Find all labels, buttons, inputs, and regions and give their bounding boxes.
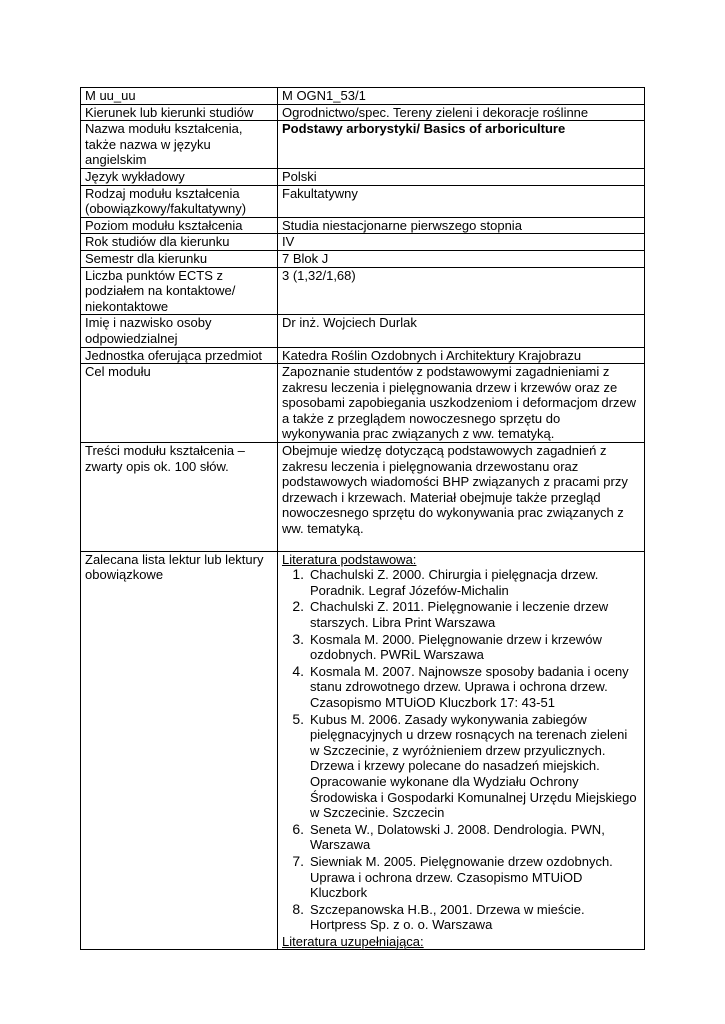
table-row bbox=[81, 250, 645, 267]
item-text: Szczepanowska H.B., 2001. Drzewa w mieście. Hortpress Sp. z o. o. Warszawa bbox=[310, 901, 585, 933]
item-text: Kosmala M. 2007. Najnowsze sposoby badania i oceny stanu zdrowotnego drzew. Uprawa i ochrona drzew. Czasopismo MTUiOD Kluczbork 17: 43-51 bbox=[310, 663, 629, 710]
row-label: Treści modułu kształcenia – zwarty opis ok. 100 słów. bbox=[81, 443, 278, 552]
item-text: Siewniak M. 2005. Pielęgnowanie drzew ozdobnych. Uprawa i ochrona drzew. Czasopismo MTUiOD Kluczbork bbox=[310, 853, 613, 901]
literature-list bbox=[282, 567, 639, 933]
list-item bbox=[292, 662, 639, 711]
table-row bbox=[81, 217, 645, 234]
item-number: 4. bbox=[292, 662, 304, 679]
list-item bbox=[292, 566, 639, 598]
module-goal: Zapoznanie studentów z podstawowymi zagadnieniami z zakresu leczenia i pielęgnowania drzew i krzewów oraz ze sposobami zapobiegania uszkodzeniom i deformacjom drzew a także z przeglądem nowoczesnego sprzętu do wykonywania prac związanych z ww. tematyką. bbox=[278, 364, 645, 443]
item-text: Kosmala M. 2000. Pielęgnowanie drzew i krzewów ozdobnych. PWRiL Warszawa bbox=[310, 631, 602, 663]
basic-literature-heading: Literatura podstawowa: bbox=[282, 551, 417, 567]
module-code: M OGN1_53/1 bbox=[278, 88, 645, 105]
offering-unit: Katedra Roślin Ozdobnych i Architektury Krajobrazu bbox=[278, 347, 645, 364]
row-label: Cel modułu bbox=[81, 364, 278, 443]
item-number: 6. bbox=[292, 820, 304, 837]
ects-points: 3 (1,32/1,68) bbox=[278, 267, 645, 315]
module-table bbox=[80, 87, 645, 950]
item-number: 7. bbox=[292, 852, 304, 869]
supplementary-literature-heading: Literatura uzupełniająca: bbox=[282, 933, 424, 949]
list-item bbox=[292, 710, 639, 821]
table-row bbox=[81, 88, 645, 105]
item-text: Chachulski Z. 2011. Pielęgnowanie i leczenie drzew starszych. Libra Print Warszawa bbox=[310, 599, 609, 630]
item-number: 5. bbox=[292, 710, 304, 727]
field-of-study: Ogrodnictwo/spec. Tereny zieleni i dekoracje roślinne bbox=[278, 104, 645, 121]
row-label: Język wykładowy bbox=[81, 168, 278, 185]
module-type: Fakultatywny bbox=[278, 185, 645, 217]
row-label: Nazwa modułu kształcenia, także nazwa w języku angielskim bbox=[81, 121, 278, 169]
table-row bbox=[81, 168, 645, 185]
row-label: Imię i nazwisko osoby odpowiedzialnej bbox=[81, 315, 278, 347]
list-item bbox=[292, 852, 639, 901]
list-item bbox=[292, 630, 639, 663]
study-year: IV bbox=[278, 234, 645, 251]
item-number: 2. bbox=[292, 598, 304, 615]
module-name: Podstawy arborystyki/ Basics of arboriculture bbox=[278, 121, 645, 169]
table-row bbox=[81, 364, 645, 443]
row-label: Zalecana lista lektur lub lektury obowiązkowe bbox=[81, 551, 278, 950]
table-row bbox=[81, 185, 645, 217]
list-item bbox=[292, 820, 639, 853]
item-text: Seneta W., Dolatowski J. 2008. Dendrologia. PWN, Warszawa bbox=[310, 821, 605, 853]
item-number: 1. bbox=[292, 566, 304, 583]
literature-cell bbox=[278, 551, 645, 950]
table-row bbox=[81, 551, 645, 950]
row-label: Jednostka oferująca przedmiot bbox=[81, 347, 278, 364]
semester: 7 Blok J bbox=[278, 250, 645, 267]
row-label: Poziom modułu kształcenia bbox=[81, 217, 278, 234]
row-label: M uu_uu bbox=[81, 88, 278, 105]
row-label: Semestr dla kierunku bbox=[81, 250, 278, 267]
table-row bbox=[81, 234, 645, 251]
item-text: Kubus M. 2006. Zasady wykonywania zabiegów pielęgnacyjnych u drzew rosnących na terenach zieleni w Szczecinie, z wyróżnieniem drzew przyulicznych. Drzewa i krzewy polecane do nasadzeń miejskich. Opracowanie wykonane dla Wydziału Ochrony Środowiska i Gospodarki Komunalnej Urzędu Miejskiego w Szczecinie. Szczecin bbox=[310, 711, 637, 821]
list-item bbox=[292, 900, 639, 933]
language: Polski bbox=[278, 168, 645, 185]
row-label: Liczba punktów ECTS z podziałem na kontaktowe/ niekontaktowe bbox=[81, 267, 278, 315]
item-number: 8. bbox=[292, 900, 304, 917]
list-item bbox=[292, 598, 639, 630]
row-label: Kierunek lub kierunki studiów bbox=[81, 104, 278, 121]
table-row bbox=[81, 267, 645, 315]
table-row bbox=[81, 443, 645, 552]
row-label: Rok studiów dla kierunku bbox=[81, 234, 278, 251]
row-label: Rodzaj modułu kształcenia (obowiązkowy/fakultatywny) bbox=[81, 185, 278, 217]
table-row bbox=[81, 347, 645, 364]
module-content: Obejmuje wiedzę dotyczącą podstawowych zagadnień z zakresu leczenia i pielęgnowania drzewostanu oraz podstawowych wiadomości BHP związanych z pracami przy drzewach i krzewach. Materiał obejmuje także przegląd nowoczesnego sprzętu do wykonywania prac związanych z ww. tematyką. bbox=[278, 443, 645, 552]
table-row bbox=[81, 104, 645, 121]
module-sheet bbox=[80, 87, 644, 950]
table-row bbox=[81, 121, 645, 169]
responsible-person: Dr inż. Wojciech Durlak bbox=[278, 315, 645, 347]
item-text: Chachulski Z. 2000. Chirurgia i pielęgnacja drzew. Poradnik. Legraf Józefów-Michalin bbox=[310, 567, 599, 598]
study-level: Studia niestacjonarne pierwszego stopnia bbox=[278, 217, 645, 234]
table-row bbox=[81, 315, 645, 347]
item-number: 3. bbox=[292, 630, 304, 647]
